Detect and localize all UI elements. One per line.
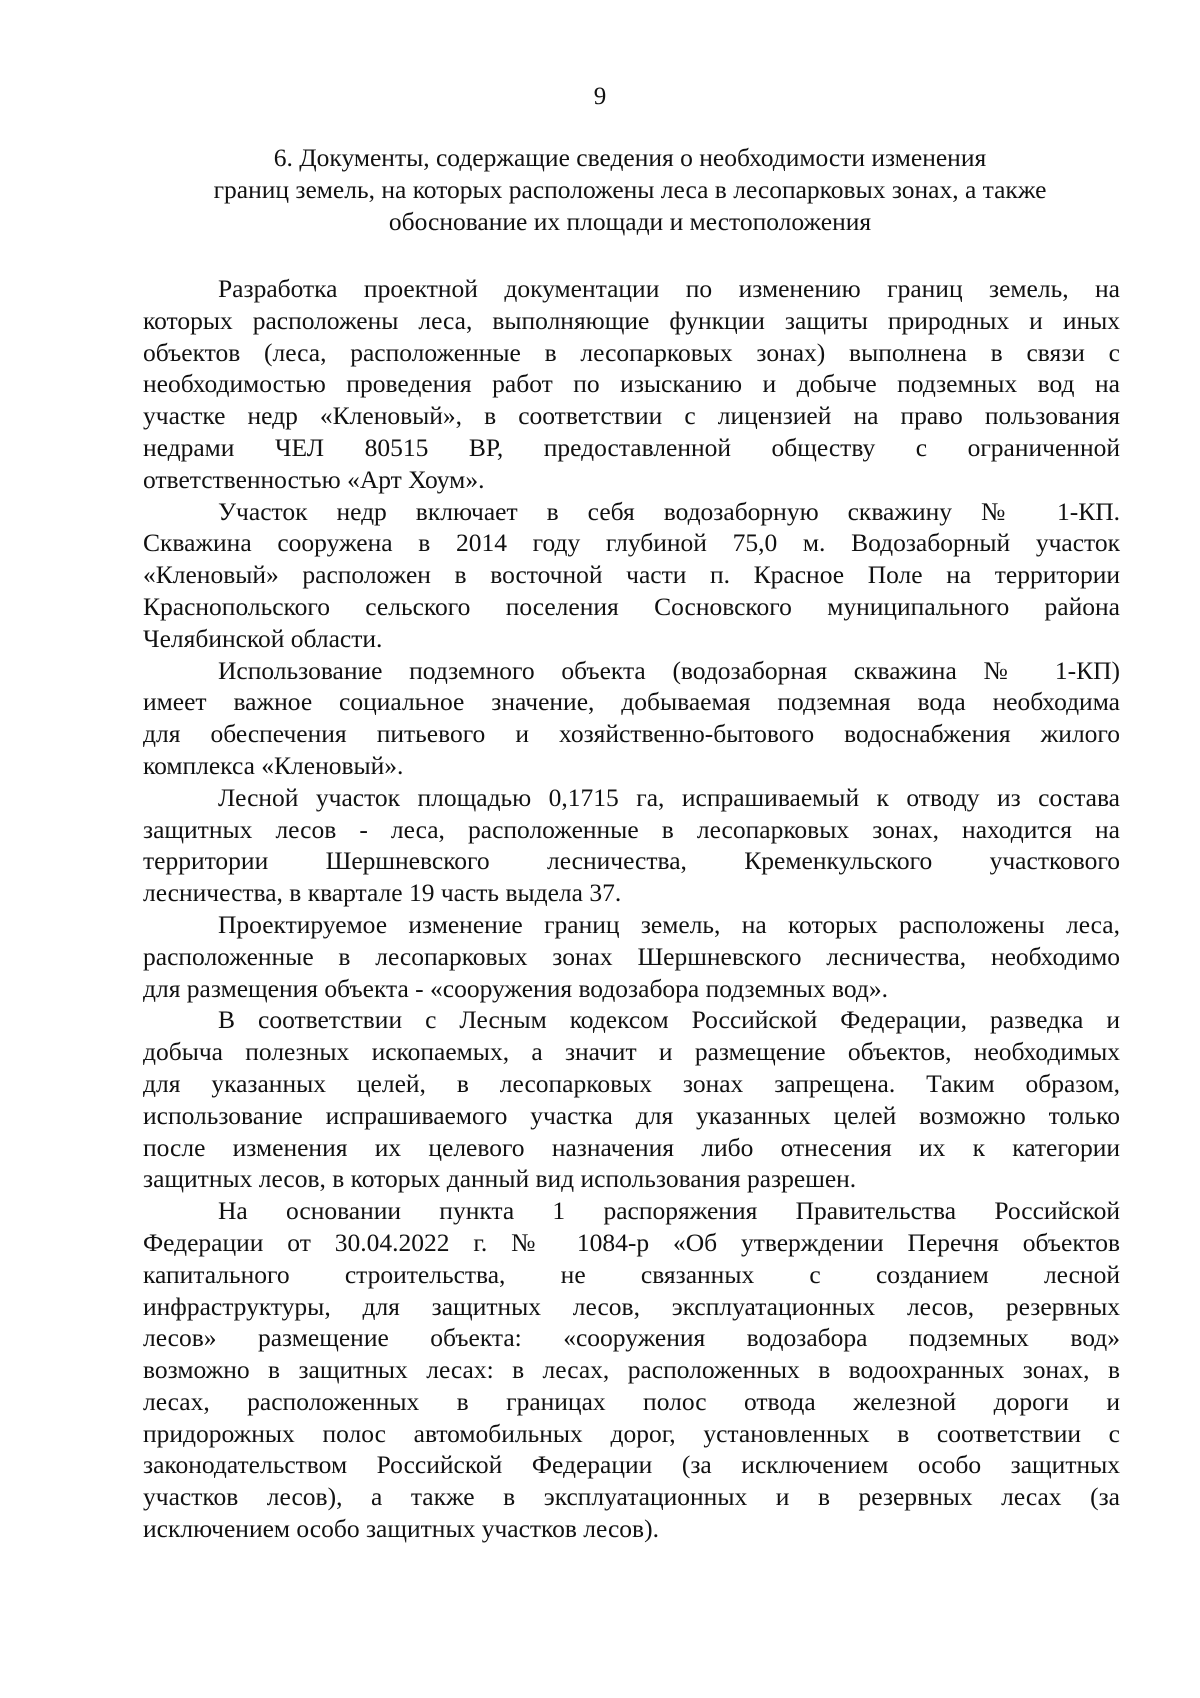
paragraph-line: для указанных целей, в лесопарковых зонах запрещена. Таким образом, [143,1068,1120,1098]
paragraph-line: использование испрашиваемого участка для указанных целей возможно только [143,1100,1120,1130]
paragraph [143,273,1120,496]
paragraph-line: лесах, расположенных в границах полос отвода железной дороги и [143,1386,1120,1416]
paragraph-line: для размещения объекта - «сооружения водозабора подземных вод». [143,973,888,1003]
paragraph-line: В соответствии с Лесным кодексом Российской Федерации, разведка и [218,1005,1120,1035]
paragraph-line: капитального строительства, не связанных с созданием лесной [143,1259,1120,1289]
paragraph [143,909,1120,1004]
paragraph-line: после изменения их целевого назначения либо отнесения их к категории [143,1132,1120,1162]
document-body [143,273,1120,1545]
paragraph-line: придорожных полос автомобильных дорог, установленных в соответствии с [143,1418,1120,1448]
paragraph-line: Лесной участок площадью 0,1715 га, испрашиваемый к отводу из состава [218,782,1120,812]
paragraph-line: расположенные в лесопарковых зонах Шершневского лесничества, необходимо [143,941,1120,971]
paragraph-line: защитных лесов, в которых данный вид использования разрешен. [143,1164,857,1194]
paragraph-line: Краснопольского сельского поселения Сосновского муниципального района [143,591,1120,621]
section-heading [160,142,1100,238]
page-number: 9 [593,83,607,110]
paragraph-line: Челябинской области. [143,623,383,653]
paragraph-line: Участок недр включает в себя водозаборную скважину № 1-КП. [218,496,1120,526]
paragraph-line: участков лесов), а также в эксплуатационных и в резервных лесах (за [143,1482,1120,1512]
paragraph-line: ответственностью «Арт Хоум». [143,464,485,494]
paragraph-line: лесов» размещение объекта: «сооружения водозабора подземных вод» [143,1323,1120,1353]
paragraph-line: лесничества, в квартале 19 часть выдела 37. [143,878,622,908]
paragraph-line: Разработка проектной документации по изменению границ земель, на [218,274,1120,303]
paragraph-line: участке недр «Кленовый», в соответствии с лицензией на право пользования [143,401,1120,431]
paragraph-line: необходимостью проведения работ по изысканию и добыче подземных вод на [143,369,1120,399]
paragraph-line: Использование подземного объекта (водозаборная скважина № 1-КП) [218,655,1120,685]
heading-line: 6. Документы, содержащие сведения о необходимости изменения [273,143,987,172]
paragraph-line: добыча полезных ископаемых, а значит и размещение объектов, необходимых [143,1037,1120,1067]
paragraph [143,496,1120,655]
paragraph-line: инфраструктуры, для защитных лесов, эксплуатационных лесов, резервных [143,1291,1120,1321]
paragraph-line: недрами ЧЕЛ 80515 ВР, предоставленной обществу с ограниченной [143,432,1120,462]
paragraph-line: исключением особо защитных участков лесов). [143,1514,659,1544]
paragraph-line: имеет важное социальное значение, добываемая подземная вода необходима [143,687,1120,717]
paragraph-line: для обеспечения питьевого и хозяйственно-бытового водоснабжения жилого [143,719,1120,749]
paragraph-line: Федерации от 30.04.2022 г. № 1084-р «Об утверждении Перечня объектов [143,1227,1120,1257]
paragraph-line: Скважина сооружена в 2014 году глубиной 75,0 м. Водозаборный участок [143,528,1120,558]
paragraph-line: объектов (леса, расположенные в лесопарковых зонах) выполнена в связи с [143,337,1120,367]
paragraph-line: защитных лесов - леса, расположенные в лесопарковых зонах, находится на [143,814,1120,844]
paragraph-line: «Кленовый» расположен в восточной части п. Красное Поле на территории [143,560,1120,590]
paragraph-line: территории Шершневского лесничества, Кременкульского участкового [143,846,1120,876]
paragraph [143,655,1120,782]
paragraph [143,1195,1120,1545]
paragraph [143,782,1120,909]
paragraph-line: возможно в защитных лесах: в лесах, расположенных в водоохранных зонах, в [143,1355,1120,1385]
paragraph-line: На основании пункта 1 распоряжения Правительства Российской [218,1196,1120,1226]
heading-line: границ земель, на которых расположены леса в лесопарковых зонах, а также [213,175,1047,204]
paragraph-line: комплекса «Кленовый». [143,750,404,780]
paragraph-line: Проектируемое изменение границ земель, на которых расположены леса, [218,909,1120,939]
heading-line: обоснование их площади и местоположения [388,207,872,236]
paragraph-line: законодательством Российской Федерации (за исключением особо защитных [143,1450,1120,1480]
paragraph [143,1004,1120,1195]
paragraph-line: которых расположены леса, выполняющие функции защиты природных и иных [143,305,1120,335]
